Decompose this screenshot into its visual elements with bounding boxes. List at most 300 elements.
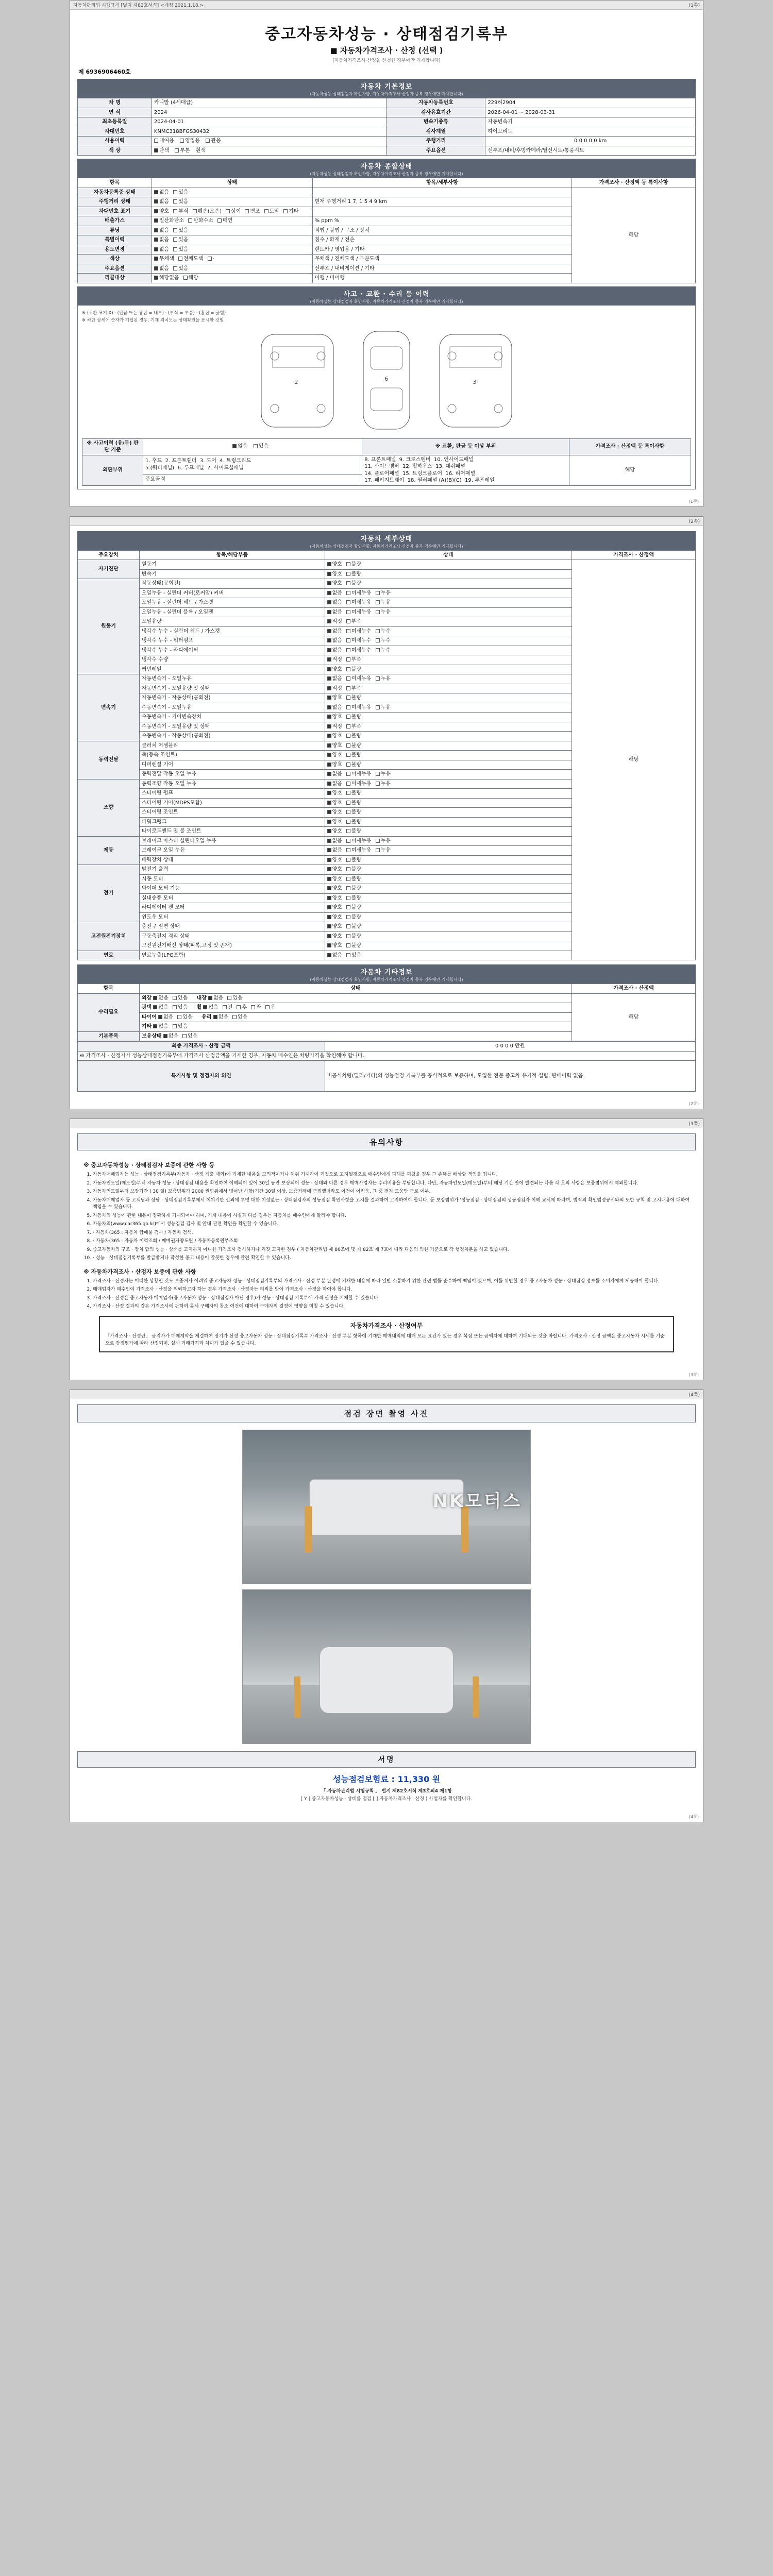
detail-1-0-opt-0[interactable]: 양호 bbox=[327, 580, 342, 587]
detail-1-4-opt-1[interactable]: 부족 bbox=[346, 618, 361, 625]
other-0-opt-0[interactable]: 없음 bbox=[153, 995, 168, 1002]
checkbox-icon[interactable] bbox=[327, 829, 331, 833]
checkbox-icon[interactable] bbox=[346, 791, 350, 795]
checkbox-icon[interactable] bbox=[327, 791, 331, 795]
checkbox-icon[interactable] bbox=[376, 676, 380, 681]
detail-4-0-opt-2[interactable]: 누유 bbox=[376, 781, 391, 788]
detail-4-5-opt-1[interactable]: 불량 bbox=[346, 828, 361, 835]
checkbox-icon[interactable] bbox=[154, 209, 158, 213]
overall-4-opt-0[interactable]: 없음 bbox=[154, 227, 169, 234]
checkbox-icon[interactable] bbox=[178, 257, 182, 261]
detail-6-3-opt-1[interactable]: 불량 bbox=[346, 895, 361, 902]
detail-0-0-opt-1[interactable]: 불량 bbox=[346, 561, 361, 568]
checkbox-icon[interactable] bbox=[346, 801, 350, 805]
detail-0-0-options bbox=[325, 560, 572, 570]
checkbox-icon[interactable] bbox=[346, 924, 350, 928]
detail-7-2-opt-1[interactable]: 불량 bbox=[346, 942, 361, 950]
detail-6-4-opt-1[interactable]: 불량 bbox=[346, 904, 361, 911]
other-1-opt2-2[interactable]: 후 bbox=[237, 1004, 247, 1011]
detail-3-3-opt-2[interactable]: 누유 bbox=[376, 771, 391, 778]
checkbox-icon[interactable] bbox=[346, 562, 350, 566]
overall-2-opt-5[interactable]: 도말 bbox=[264, 208, 279, 215]
detail-6-0-opt-0[interactable]: 양호 bbox=[327, 866, 342, 873]
checkbox-icon[interactable] bbox=[346, 686, 350, 690]
detail-3-3-opt-1[interactable]: 미세누유 bbox=[346, 771, 372, 778]
checkbox-icon[interactable] bbox=[327, 638, 331, 642]
overall-9-opt-1[interactable]: 해당 bbox=[183, 275, 198, 282]
checkbox-icon[interactable] bbox=[346, 657, 350, 662]
checkbox-icon[interactable] bbox=[327, 848, 331, 852]
detail-5-1-opt-1[interactable]: 미세누유 bbox=[346, 847, 372, 854]
detail-5-1-opt-2[interactable]: 누유 bbox=[376, 847, 391, 854]
checkbox-icon[interactable] bbox=[346, 591, 350, 595]
checkbox-icon[interactable] bbox=[154, 199, 158, 204]
checkbox-icon[interactable] bbox=[327, 562, 331, 566]
checkbox-icon[interactable] bbox=[327, 772, 331, 776]
detail-7-2-opt-0[interactable]: 양호 bbox=[327, 942, 342, 950]
detail-8-0-opt-1[interactable]: 있음 bbox=[346, 952, 361, 959]
checkbox-icon[interactable] bbox=[154, 190, 158, 194]
overall-2-opt-3[interactable]: 상이 bbox=[226, 208, 241, 215]
detail-4-2-opt-1[interactable]: 불량 bbox=[346, 800, 361, 807]
detail-2-3-opt-1[interactable]: 미세누유 bbox=[346, 704, 372, 711]
detail-1-3-opt-1[interactable]: 미세누유 bbox=[346, 609, 372, 616]
other-0-opt2-1[interactable]: 있음 bbox=[227, 995, 242, 1002]
checkbox-icon[interactable] bbox=[346, 753, 350, 757]
document-subtitle: ■ 자동차가격조사 · 산정 (선택 ) bbox=[330, 46, 443, 55]
checkbox-icon[interactable] bbox=[173, 996, 177, 1000]
photo-2-vehicle bbox=[320, 1647, 453, 1714]
overall-2-opt-4[interactable]: 변조 bbox=[245, 208, 260, 215]
checkbox-icon[interactable] bbox=[327, 581, 331, 585]
overall-7-opt-1[interactable]: 전체도색 bbox=[178, 256, 204, 263]
checkbox-icon[interactable] bbox=[223, 1005, 227, 1009]
detail-6-4-opt-0[interactable]: 양호 bbox=[327, 904, 342, 911]
detail-2-3-opt-2[interactable]: 누유 bbox=[376, 704, 391, 711]
checkbox-icon[interactable] bbox=[346, 934, 350, 938]
detail-7-1-opt-1[interactable]: 불량 bbox=[346, 933, 361, 940]
overall-5-opt-0[interactable]: 없음 bbox=[154, 236, 169, 244]
checkbox-icon[interactable] bbox=[265, 1005, 270, 1009]
checkbox-icon[interactable] bbox=[346, 772, 350, 776]
checkbox-icon[interactable] bbox=[217, 218, 222, 223]
detail-2-2-opt-1[interactable]: 불량 bbox=[346, 694, 361, 702]
checkbox-icon[interactable] bbox=[154, 276, 158, 280]
checkbox-icon[interactable] bbox=[376, 839, 380, 843]
checkbox-icon[interactable] bbox=[182, 1034, 187, 1038]
other-2-opt2-0[interactable]: 없음 bbox=[213, 1014, 228, 1021]
checkbox-icon[interactable] bbox=[327, 943, 331, 947]
overall-3-opt-1[interactable]: 탄화수소 bbox=[188, 217, 213, 225]
detail-1-5-opt-2[interactable]: 누수 bbox=[376, 628, 391, 635]
checkbox-icon[interactable] bbox=[154, 218, 158, 223]
checkbox-icon[interactable] bbox=[226, 209, 230, 213]
color-opt-0[interactable]: 단색 bbox=[154, 147, 169, 155]
checkbox-icon[interactable] bbox=[346, 572, 350, 576]
detail-1-5-opt-0[interactable]: 없음 bbox=[327, 628, 342, 635]
checkbox-icon[interactable] bbox=[327, 696, 331, 700]
detail-6-1-opt-1[interactable]: 불량 bbox=[346, 876, 361, 883]
other-1-opt-1[interactable]: 있음 bbox=[173, 1004, 188, 1011]
detail-0-1-opt-1[interactable]: 불량 bbox=[346, 571, 361, 578]
checkbox-icon[interactable] bbox=[346, 629, 350, 633]
checkbox-icon[interactable] bbox=[346, 705, 350, 709]
checkbox-icon[interactable] bbox=[173, 238, 177, 242]
detail-0-1-opt-0[interactable]: 양호 bbox=[327, 571, 342, 578]
overall-7-opt-0[interactable]: 무채색 bbox=[154, 256, 174, 263]
checkbox-icon[interactable] bbox=[346, 610, 350, 614]
overall-8-opt-0[interactable]: 없음 bbox=[154, 265, 169, 273]
detail-2-1-opt-0[interactable]: 적정 bbox=[327, 685, 342, 692]
checkbox-icon[interactable] bbox=[327, 619, 331, 623]
checkbox-icon[interactable] bbox=[346, 905, 350, 909]
checkbox-icon[interactable] bbox=[154, 238, 158, 242]
checkbox-icon[interactable] bbox=[327, 810, 331, 814]
checkbox-icon[interactable] bbox=[346, 638, 350, 642]
checkbox-icon[interactable] bbox=[346, 858, 350, 862]
detail-6-3-opt-0[interactable]: 양호 bbox=[327, 895, 342, 902]
other-4-opt-1[interactable]: 있음 bbox=[182, 1033, 197, 1040]
detail-1-7-opt-0[interactable]: 없음 bbox=[327, 647, 342, 654]
overall-5-opt-1[interactable]: 있음 bbox=[173, 236, 188, 244]
detail-2-6-opt-0[interactable]: 양호 bbox=[327, 733, 342, 740]
detail-2-3-opt-0[interactable]: 없음 bbox=[327, 704, 342, 711]
checkbox-icon[interactable] bbox=[346, 600, 350, 604]
checkbox-icon[interactable] bbox=[173, 1005, 177, 1009]
checkbox-icon[interactable] bbox=[173, 247, 177, 251]
checkbox-icon[interactable] bbox=[346, 696, 350, 700]
checkbox-icon[interactable] bbox=[376, 782, 380, 786]
detail-4-3-opt-0[interactable]: 양호 bbox=[327, 809, 342, 816]
detail-2-4-opt-0[interactable]: 양호 bbox=[327, 714, 342, 721]
detail-1-6-opt-2[interactable]: 누수 bbox=[376, 637, 391, 645]
detail-5-2-opt-0[interactable]: 양호 bbox=[327, 857, 342, 864]
overall-0-opt-1[interactable]: 있음 bbox=[173, 189, 188, 196]
checkbox-icon[interactable] bbox=[327, 820, 331, 824]
detail-4-0-opt-1[interactable]: 미세누유 bbox=[346, 781, 372, 788]
overall-1-opt-1[interactable]: 있음 bbox=[173, 198, 188, 206]
checkbox-icon[interactable] bbox=[376, 591, 380, 595]
checkbox-icon[interactable] bbox=[173, 190, 177, 194]
detail-1-5-opt-1[interactable]: 미세누수 bbox=[346, 628, 372, 635]
other-4-opt-0[interactable]: 없음 bbox=[163, 1033, 178, 1040]
detail-0-0-opt-0[interactable]: 양호 bbox=[327, 561, 342, 568]
checkbox-icon[interactable] bbox=[327, 886, 331, 890]
checkbox-icon[interactable] bbox=[153, 1024, 157, 1028]
checkbox-icon[interactable] bbox=[346, 953, 350, 957]
detail-2-5-opt-1[interactable]: 부족 bbox=[346, 723, 361, 731]
detail-7-1-opt-0[interactable]: 양호 bbox=[327, 933, 342, 940]
detail-3-1-opt-1[interactable]: 불량 bbox=[346, 752, 361, 759]
checkbox-icon[interactable] bbox=[346, 820, 350, 824]
checkbox-icon[interactable] bbox=[346, 848, 350, 852]
checkbox-icon[interactable] bbox=[327, 743, 331, 748]
detail-3-3-opt-0[interactable]: 없음 bbox=[327, 771, 342, 778]
detail-1-6-opt-1[interactable]: 미세누수 bbox=[346, 637, 372, 645]
checkbox-icon[interactable] bbox=[327, 657, 331, 662]
checkbox-icon[interactable] bbox=[327, 724, 331, 728]
detail-1-3-opt-2[interactable]: 누유 bbox=[376, 609, 391, 616]
overall-6-opt-1[interactable]: 있음 bbox=[173, 246, 188, 253]
detail-1-7-opt-2[interactable]: 누수 bbox=[376, 647, 391, 654]
checkbox-icon[interactable] bbox=[153, 1005, 157, 1009]
checkbox-icon[interactable] bbox=[154, 228, 158, 232]
checkbox-icon[interactable] bbox=[208, 257, 212, 261]
detail-6-2-opt-1[interactable]: 불량 bbox=[346, 885, 361, 892]
checkbox-icon[interactable] bbox=[327, 676, 331, 681]
detail-3-1-opt-0[interactable]: 양호 bbox=[327, 752, 342, 759]
checkbox-icon[interactable] bbox=[173, 228, 177, 232]
overall-8-opt-1[interactable]: 있음 bbox=[173, 265, 188, 273]
overall-1-opt-0[interactable]: 없음 bbox=[154, 198, 169, 206]
detail-1-9-opt-0[interactable]: 양호 bbox=[327, 666, 342, 673]
checkbox-icon[interactable] bbox=[346, 886, 350, 890]
checkbox-icon[interactable] bbox=[346, 877, 350, 881]
overall-4-opt-1[interactable]: 있음 bbox=[173, 227, 188, 234]
checkbox-icon[interactable] bbox=[327, 572, 331, 576]
detail-2-0-opt-1[interactable]: 미세누유 bbox=[346, 675, 372, 683]
checkbox-icon[interactable] bbox=[203, 1005, 207, 1009]
detail-4-2-opt-0[interactable]: 양호 bbox=[327, 800, 342, 807]
detail-4-3-opt-1[interactable]: 불량 bbox=[346, 809, 361, 816]
checkbox-icon[interactable] bbox=[327, 867, 331, 871]
checkbox-icon[interactable] bbox=[177, 1015, 181, 1019]
overall-2-opt-1[interactable]: 부식 bbox=[173, 208, 188, 215]
checkbox-icon[interactable] bbox=[327, 934, 331, 938]
detail-1-4-opt-0[interactable]: 적정 bbox=[327, 618, 342, 625]
checkbox-icon[interactable] bbox=[327, 715, 331, 719]
overall-9-opt-0[interactable]: 해당없음 bbox=[154, 275, 179, 282]
checkbox-icon[interactable] bbox=[163, 1034, 167, 1038]
checkbox-icon[interactable] bbox=[327, 915, 331, 919]
checkbox-icon[interactable] bbox=[346, 867, 350, 871]
checkbox-icon[interactable] bbox=[346, 810, 350, 814]
detail-1-3-opt-0[interactable]: 없음 bbox=[327, 609, 342, 616]
checkbox-icon[interactable] bbox=[346, 743, 350, 748]
detail-6-5-opt-1[interactable]: 불량 bbox=[346, 914, 361, 921]
detail-2-0-opt-0[interactable]: 없음 bbox=[327, 675, 342, 683]
detail-1-7-opt-1[interactable]: 미세누수 bbox=[346, 647, 372, 654]
checkbox-icon[interactable] bbox=[327, 600, 331, 604]
checkbox-icon[interactable] bbox=[327, 953, 331, 957]
checkbox-icon[interactable] bbox=[376, 705, 380, 709]
checkbox-icon[interactable] bbox=[173, 209, 177, 213]
checkbox-icon[interactable] bbox=[376, 610, 380, 614]
other-2-opt2-1[interactable]: 있음 bbox=[232, 1014, 247, 1021]
detail-5-0-opt-1[interactable]: 미세누유 bbox=[346, 838, 372, 845]
detail-1-2-opt-0[interactable]: 없음 bbox=[327, 599, 342, 606]
overall-2-opt-0[interactable]: 양호 bbox=[154, 208, 169, 215]
notice-list-2 bbox=[83, 1278, 690, 1311]
overall-3-opt-0[interactable]: 일산화탄소 bbox=[154, 217, 184, 225]
checkbox-icon[interactable] bbox=[346, 667, 350, 671]
detail-6-1-opt-0[interactable]: 양호 bbox=[327, 876, 342, 883]
checkbox-icon[interactable] bbox=[264, 209, 268, 213]
checkbox-icon[interactable] bbox=[227, 996, 231, 1000]
checkbox-icon[interactable] bbox=[346, 943, 350, 947]
detail-2-0-opt-2[interactable]: 누유 bbox=[376, 675, 391, 683]
checkbox-icon[interactable] bbox=[327, 648, 331, 652]
other-2-opt-1[interactable]: 있음 bbox=[177, 1014, 192, 1021]
checkbox-icon[interactable] bbox=[327, 858, 331, 862]
other-2-opt-0[interactable]: 없음 bbox=[158, 1014, 173, 1021]
detail-2-6-opt-1[interactable]: 불량 bbox=[346, 733, 361, 740]
checkbox-icon[interactable] bbox=[154, 247, 158, 251]
checkbox-icon[interactable] bbox=[346, 782, 350, 786]
checkbox-icon[interactable] bbox=[193, 209, 197, 213]
checkbox-icon[interactable] bbox=[327, 610, 331, 614]
basic-color-label: 색 상 bbox=[78, 146, 152, 156]
checkbox-icon[interactable] bbox=[283, 209, 288, 213]
checkbox-icon[interactable] bbox=[327, 734, 331, 738]
detail-1-6-opt-0[interactable]: 없음 bbox=[327, 637, 342, 645]
checkbox-icon[interactable] bbox=[327, 896, 331, 900]
detail-6-0-opt-1[interactable]: 불량 bbox=[346, 866, 361, 873]
checkbox-icon[interactable] bbox=[346, 619, 350, 623]
detail-1-9-opt-1[interactable]: 불량 bbox=[346, 666, 361, 673]
detail-1-2-opt-1[interactable]: 미세누유 bbox=[346, 599, 372, 606]
other-1-opt2-4[interactable]: 우 bbox=[265, 1004, 276, 1011]
checkbox-icon[interactable] bbox=[327, 877, 331, 881]
checkbox-icon[interactable] bbox=[232, 1015, 237, 1019]
detail-2-4-opt-1[interactable]: 불량 bbox=[346, 714, 361, 721]
detail-5-2-opt-1[interactable]: 불량 bbox=[346, 857, 361, 864]
overall-6-opt-0[interactable]: 없음 bbox=[154, 246, 169, 253]
checkbox-icon[interactable] bbox=[327, 839, 331, 843]
overall-0-opt-0[interactable]: 없음 bbox=[154, 189, 169, 196]
detail-3-2-opt-0[interactable]: 양호 bbox=[327, 761, 342, 769]
accident-ans-1[interactable]: 있음 bbox=[254, 443, 268, 450]
table-row bbox=[82, 455, 691, 474]
checkbox-icon[interactable] bbox=[327, 762, 331, 767]
detail-5-0-opt-2[interactable]: 누유 bbox=[376, 838, 391, 845]
checkbox-icon[interactable] bbox=[346, 581, 350, 585]
other-0-opt-1[interactable]: 있음 bbox=[173, 995, 188, 1002]
other-1-opt-0[interactable]: 없음 bbox=[153, 1004, 168, 1011]
detail-4-0-opt-0[interactable]: 없음 bbox=[327, 781, 342, 788]
color-opt-1[interactable]: 투톤 bbox=[175, 147, 190, 155]
checkbox-icon[interactable] bbox=[213, 1015, 217, 1019]
overall-2-opt-2[interactable]: 훼손(오손) bbox=[193, 208, 222, 215]
checkbox-icon[interactable] bbox=[346, 829, 350, 833]
overall-7-opt-2[interactable]: - bbox=[208, 256, 215, 263]
checkbox-icon[interactable] bbox=[237, 1005, 241, 1009]
declaration-title: 자동차가격조사 · 산정여부 bbox=[350, 1321, 423, 1329]
checkbox-icon[interactable] bbox=[158, 1015, 162, 1019]
detail-2-1-opt-1[interactable]: 부족 bbox=[346, 685, 361, 692]
checkbox-icon[interactable] bbox=[327, 801, 331, 805]
detail-6-2-opt-0[interactable]: 양호 bbox=[327, 885, 342, 892]
detail-1-8-opt-0[interactable]: 적정 bbox=[327, 656, 342, 664]
detail-2-2-opt-0[interactable]: 양호 bbox=[327, 694, 342, 702]
checkbox-icon[interactable] bbox=[346, 915, 350, 919]
checkbox-icon[interactable] bbox=[154, 266, 158, 270]
detail-6-5-opt-0[interactable]: 양호 bbox=[327, 914, 342, 921]
detail-4-4-opt-0[interactable]: 양호 bbox=[327, 819, 342, 826]
other-1-opt2-3[interactable]: 좌 bbox=[251, 1004, 261, 1011]
usage-opt-0[interactable]: 대여용 bbox=[154, 138, 174, 145]
checkbox-icon[interactable] bbox=[327, 782, 331, 786]
detail-1-1-opt-2[interactable]: 누유 bbox=[376, 590, 391, 597]
checkbox-icon[interactable] bbox=[327, 905, 331, 909]
detail-7-0-opt-0[interactable]: 양호 bbox=[327, 923, 342, 930]
detail-1-2-opt-2[interactable]: 누유 bbox=[376, 599, 391, 606]
checkbox-icon[interactable] bbox=[346, 715, 350, 719]
checkbox-icon[interactable] bbox=[376, 648, 380, 652]
usage-opt-1[interactable]: 영업용 bbox=[180, 138, 200, 145]
other-1-opt2-0[interactable]: 없음 bbox=[203, 1004, 218, 1011]
checkbox-icon[interactable] bbox=[327, 705, 331, 709]
checkbox-icon[interactable] bbox=[346, 896, 350, 900]
checkbox-icon[interactable] bbox=[327, 591, 331, 595]
checkbox-icon[interactable] bbox=[154, 257, 158, 261]
checkbox-icon[interactable] bbox=[376, 600, 380, 604]
usage-opt-2[interactable]: 관용 bbox=[206, 138, 221, 145]
other-3-opt-1[interactable]: 있음 bbox=[173, 1023, 188, 1030]
overall-3-opt-2[interactable]: 매연 bbox=[217, 217, 232, 225]
checkbox-icon[interactable] bbox=[376, 772, 380, 776]
accident-ans-0[interactable]: 없음 bbox=[232, 443, 247, 450]
detail-5-1-opt-0[interactable]: 없음 bbox=[327, 847, 342, 854]
other-1-opt2-1[interactable]: 전 bbox=[223, 1004, 233, 1011]
checkbox-icon[interactable] bbox=[327, 686, 331, 690]
checkbox-icon[interactable] bbox=[245, 209, 249, 213]
detail-3-2-opt-1[interactable]: 불량 bbox=[346, 761, 361, 769]
checkbox-icon[interactable] bbox=[327, 667, 331, 671]
checkbox-icon[interactable] bbox=[188, 218, 192, 223]
checkbox-icon[interactable] bbox=[251, 1005, 255, 1009]
other-3-opt-0[interactable]: 없음 bbox=[153, 1023, 168, 1030]
checkbox-icon[interactable] bbox=[153, 996, 157, 1000]
detail-2-5-opt-0[interactable]: 적정 bbox=[327, 723, 342, 731]
checkbox-icon[interactable] bbox=[376, 638, 380, 642]
detail-1-1-opt-0[interactable]: 없음 bbox=[327, 590, 342, 597]
checkbox-icon[interactable] bbox=[346, 762, 350, 767]
checkbox-icon[interactable] bbox=[346, 724, 350, 728]
detail-4-1-opt-0[interactable]: 양호 bbox=[327, 790, 342, 797]
detail-3-0-opt-0[interactable]: 양호 bbox=[327, 742, 342, 750]
checkbox-icon[interactable] bbox=[173, 199, 177, 204]
detail-1-1-opt-1[interactable]: 미세누유 bbox=[346, 590, 372, 597]
checkbox-icon[interactable] bbox=[173, 1024, 177, 1028]
detail-4-4-opt-1[interactable]: 불량 bbox=[346, 819, 361, 826]
detail-1-8-opt-1[interactable]: 부족 bbox=[346, 656, 361, 664]
table-row bbox=[78, 1051, 696, 1061]
checkbox-icon[interactable] bbox=[346, 839, 350, 843]
checkbox-icon[interactable] bbox=[327, 629, 331, 633]
detail-1-5-options bbox=[325, 626, 572, 636]
checkbox-icon[interactable] bbox=[327, 753, 331, 757]
detail-8-0-opt-0[interactable]: 없음 bbox=[327, 952, 342, 959]
checkbox-icon[interactable] bbox=[173, 266, 177, 270]
checkbox-icon[interactable] bbox=[376, 848, 380, 852]
checkbox-icon[interactable] bbox=[376, 629, 380, 633]
detail-4-1-opt-1[interactable]: 불량 bbox=[346, 790, 361, 797]
detail-4-5-opt-0[interactable]: 양호 bbox=[327, 828, 342, 835]
checkbox-icon[interactable] bbox=[346, 734, 350, 738]
checkbox-icon[interactable] bbox=[208, 996, 212, 1000]
detail-1-0-opt-1[interactable]: 불량 bbox=[346, 580, 361, 587]
detail-3-0-opt-1[interactable]: 불량 bbox=[346, 742, 361, 750]
checkbox-icon[interactable] bbox=[346, 648, 350, 652]
overall-2-opt-6[interactable]: 기타 bbox=[283, 208, 298, 215]
other-0-opt2-0[interactable]: 없음 bbox=[208, 995, 223, 1002]
checkbox-icon[interactable] bbox=[183, 276, 188, 280]
checkbox-icon[interactable] bbox=[346, 676, 350, 681]
detail-5-0-opt-0[interactable]: 없음 bbox=[327, 838, 342, 845]
checkbox-icon[interactable] bbox=[327, 924, 331, 928]
detail-7-0-opt-1[interactable]: 불량 bbox=[346, 923, 361, 930]
